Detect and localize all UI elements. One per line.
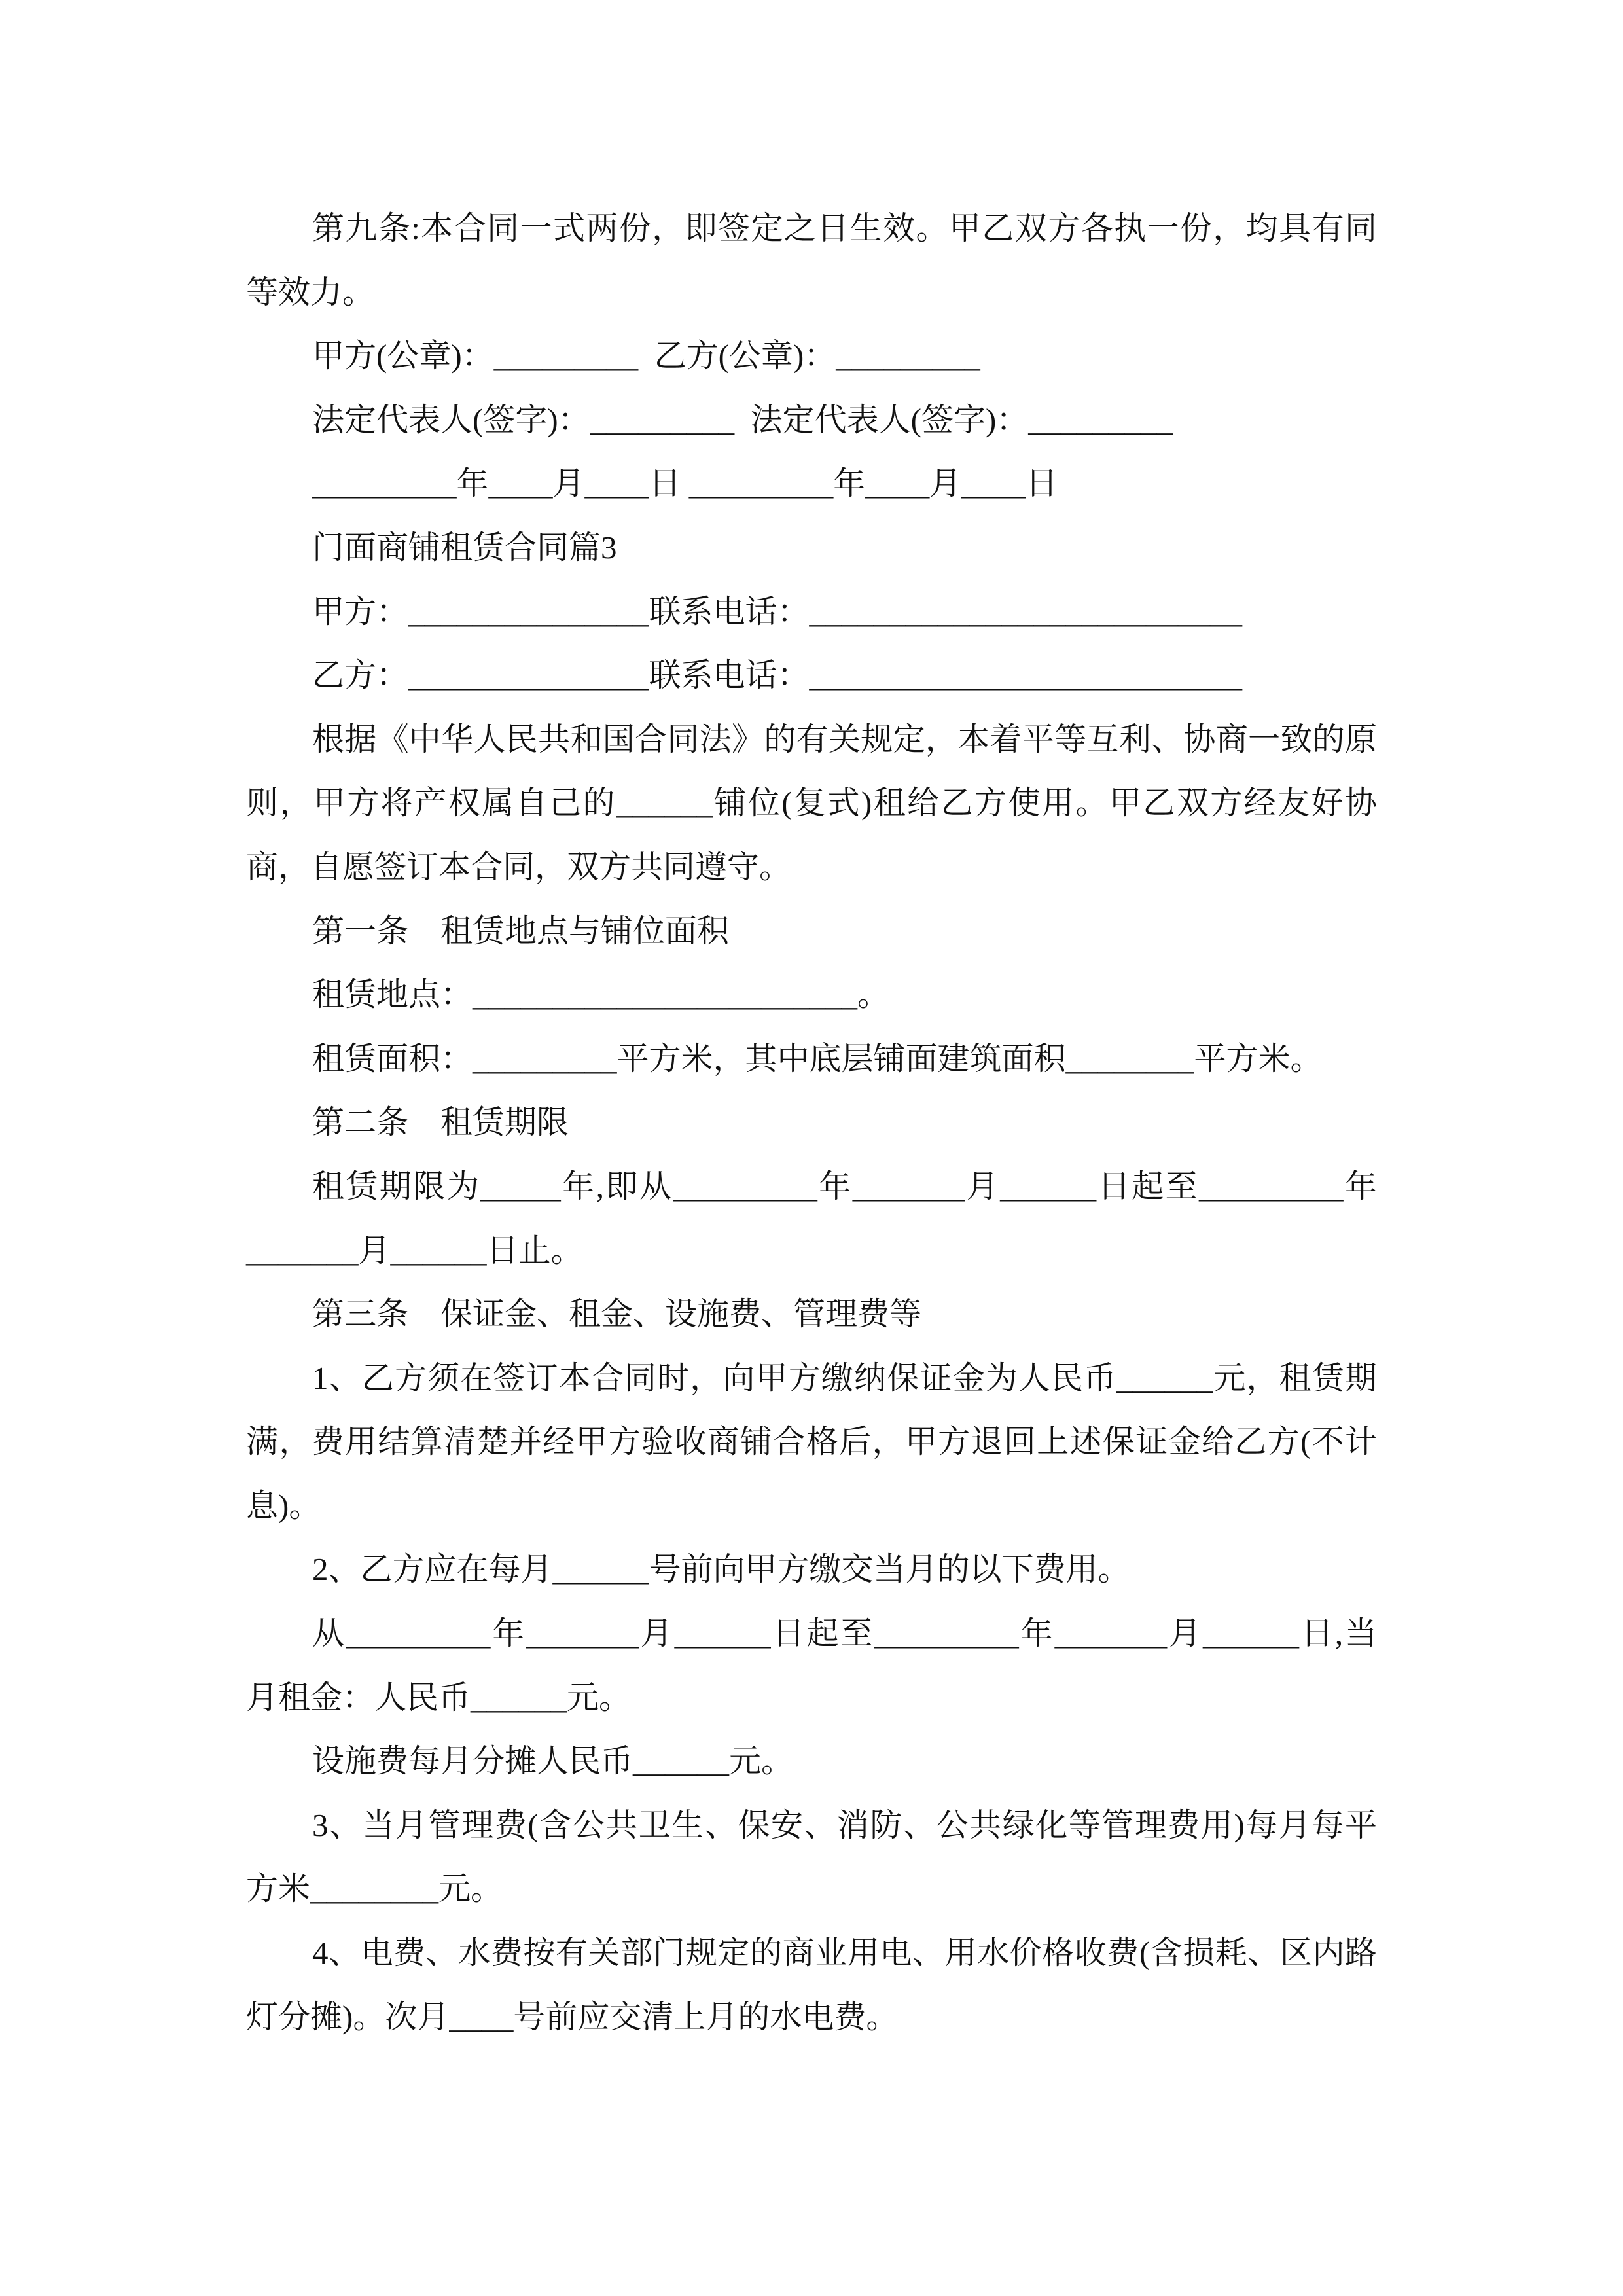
paragraph-line: 1、乙方须在签订本合同时，向甲方缴纳保证金为人民币______元，租赁期 [312,1359,1377,1396]
paragraph-line: 从_________年_______月______日起至_________年_______月______日,当 [312,1615,1377,1652]
paragraph-line: 则，甲方将产权属自己的______铺位(复式)租给乙方使用。甲乙双方经友好协 [246,785,1377,821]
paragraph-line: 第一条 租赁地点与铺位面积 [312,912,730,949]
paragraph-line: 租赁期限为_____年,即从_________年_______月______日起至_________年 [312,1168,1377,1204]
paragraph-line: 根据《中华人民共和国合同法》的有关规定，本着平等互利、协商一致的原 [312,721,1377,757]
paragraph-line: 门面商铺租赁合同篇3 [312,529,617,565]
paragraph-line: 租赁地点：________________________。 [312,977,890,1013]
paragraph-line: 息)。 [246,1487,321,1524]
paragraph-line: _________年____月____日 _________年____月____日 [312,465,1058,502]
paragraph-line: 商，自愿签订本合同，双方共同遵守。 [246,848,792,885]
paragraph-line: 满，费用结算清楚并经甲方验收商铺合格后，甲方退回上述保证金给乙方(不计 [246,1424,1377,1460]
paragraph-line: 乙方：_______________联系电话：___________________________ [312,657,1243,694]
paragraph-line: 灯分摊)。次月____号前应交清上月的水电费。 [246,1998,899,2035]
paragraph-line: 4、电费、水费按有关部门规定的商业用电、用水价格收费(含损耗、区内路 [312,1935,1377,1971]
paragraph-line: 第九条:本合同一式两份，即签定之日生效。甲乙双方各执一份，均具有同 [312,210,1377,246]
paragraph-line: 等效力。 [246,274,375,310]
paragraph-line: 甲方：_______________联系电话：___________________________ [312,593,1243,630]
contract-document [246,196,1377,2049]
paragraph-line: 2、乙方应在每月______号前向甲方缴交当月的以下费用。 [312,1551,1130,1588]
paragraph-line: _______月______日止。 [246,1232,583,1268]
paragraph-line: 3、当月管理费(含公共卫生、保安、消防、公共绿化等管理费用)每月每平 [312,1806,1377,1843]
paragraph-line: 法定代表人(签字)：_________ 法定代表人(签字)：_________ [312,401,1173,438]
paragraph-line: 月租金：人民币______元。 [246,1679,632,1715]
paragraph-line: 第二条 租赁期限 [312,1104,569,1141]
paragraph-line: 甲方(公章)：_________ 乙方(公章)：_________ [312,338,980,374]
paragraph-line: 第三条 保证金、租金、设施费、管理费等 [312,1296,922,1333]
paragraph-line: 设施费每月分摊人民币______元。 [312,1743,794,1780]
paragraph-line: 租赁面积：_________平方米，其中底层铺面建筑面积________平方米。 [312,1040,1323,1077]
paragraph-line: 方米________元。 [246,1871,503,1907]
